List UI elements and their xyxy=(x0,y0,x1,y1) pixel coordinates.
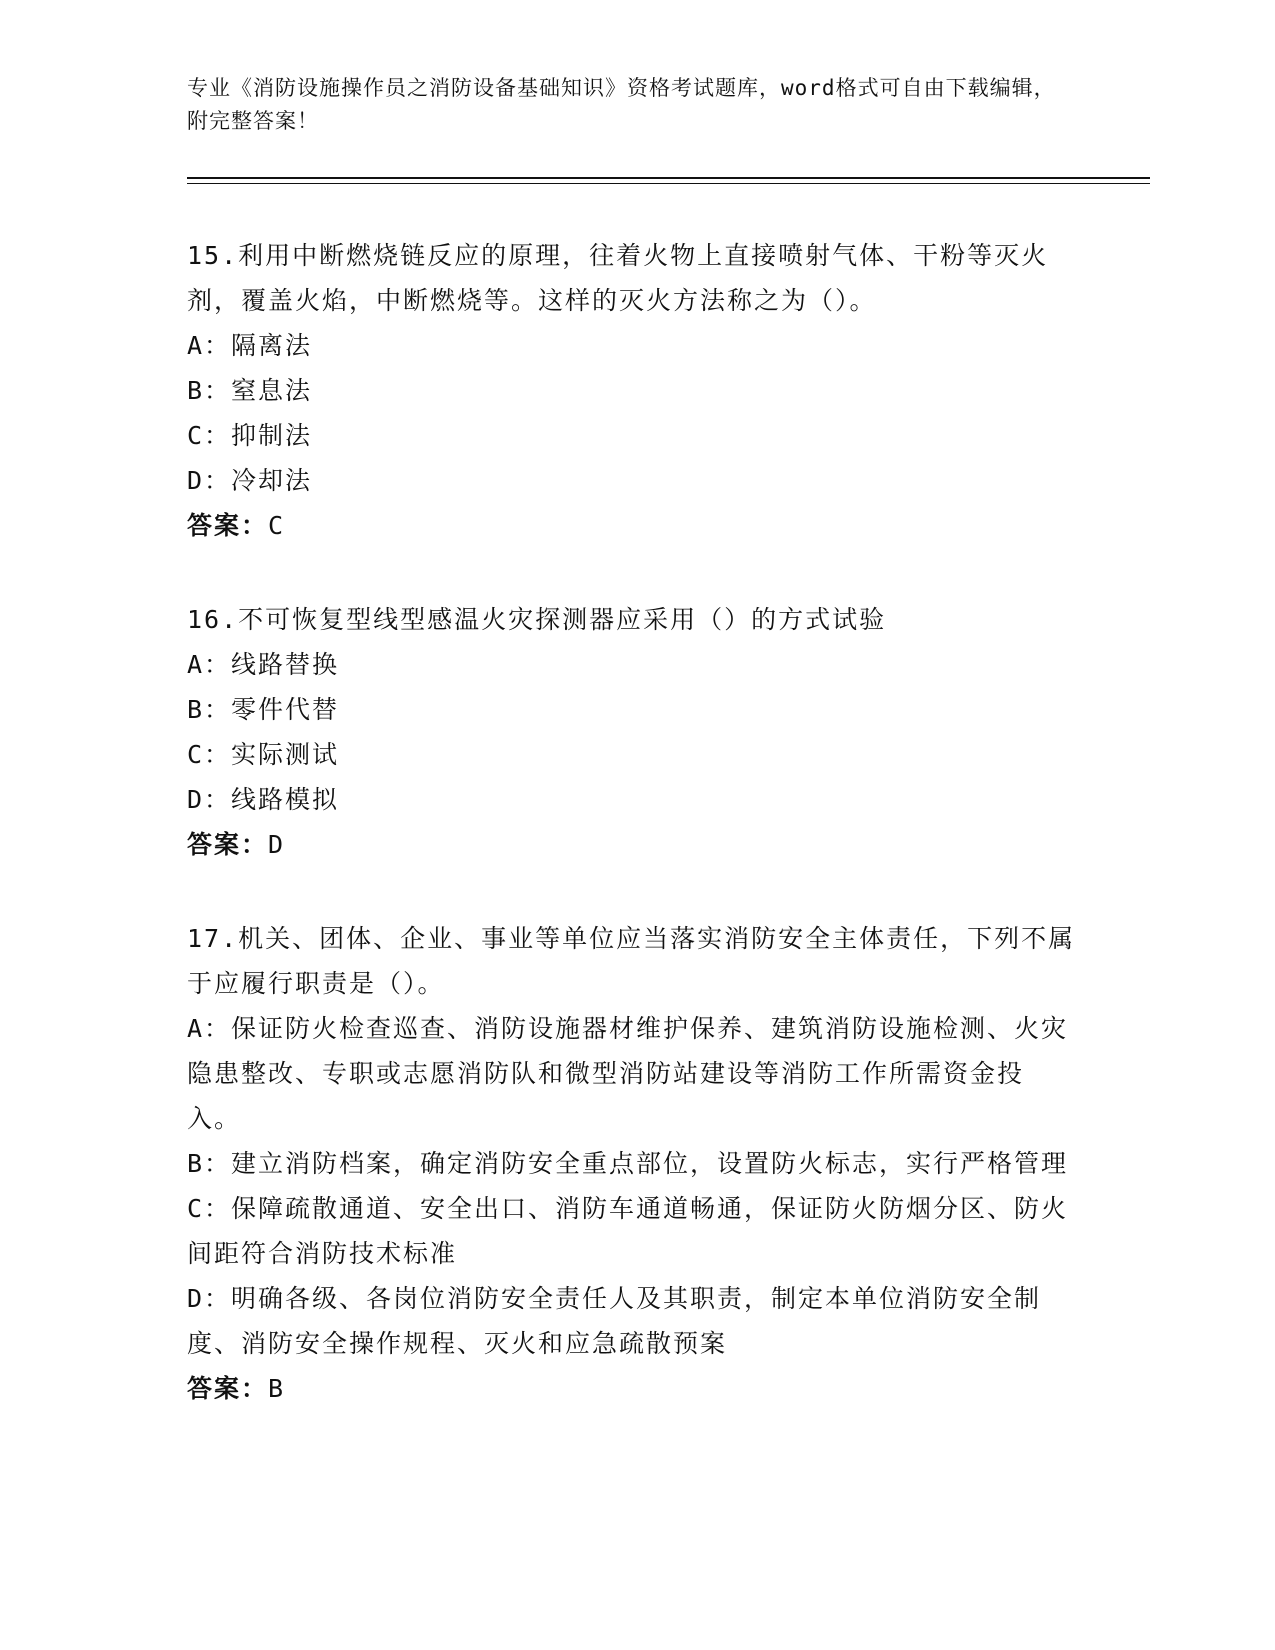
answer-label: 答案： xyxy=(187,830,269,859)
answer-value: B xyxy=(268,1374,286,1403)
answer-label: 答案： xyxy=(187,511,269,540)
question-16 xyxy=(187,597,1077,867)
answer-value: D xyxy=(268,830,286,859)
answer-line xyxy=(187,822,1077,867)
question-stem: 17.机关、团体、企业、事业等单位应当落实消防安全主体责任，下列不属于应履行职责是（）。 xyxy=(187,924,1076,998)
option-a: A：保证防火检查巡查、消防设施器材维护保养、建筑消防设施检测、火灾隐患整改、专职或志愿消防队和微型消防站建设等消防工作所需资金投入。 xyxy=(187,1014,1069,1133)
answer-line xyxy=(187,1366,1077,1411)
answer-value: C xyxy=(268,511,286,540)
option-b: B：建立消防档案，确定消防安全重点部位，设置防火标志，实行严格管理 xyxy=(187,1149,1069,1178)
question-15 xyxy=(187,233,1077,548)
option-c: C：保障疏散通道、安全出口、消防车通道畅通，保证防火防烟分区、防火间距符合消防技术标准 xyxy=(187,1194,1069,1268)
option-a: A：线路替换 xyxy=(187,650,340,679)
question-stem: 16.不可恢复型线型感温火灾探测器应采用（）的方式试验 xyxy=(187,605,887,634)
question-17 xyxy=(187,916,1077,1411)
answer-line xyxy=(187,503,1077,548)
option-c: C：抑制法 xyxy=(187,421,313,450)
option-d: D：冷却法 xyxy=(187,466,313,495)
option-c: C：实际测试 xyxy=(187,740,340,769)
document-header xyxy=(187,72,1067,138)
option-a: A：隔离法 xyxy=(187,331,313,360)
option-b: B：零件代替 xyxy=(187,695,340,724)
answer-label: 答案： xyxy=(187,1374,269,1403)
header-divider xyxy=(187,177,1150,179)
header-divider-thin xyxy=(187,183,1150,184)
question-stem: 15.利用中断燃烧链反应的原理，往着火物上直接喷射气体、干粉等灭火剂，覆盖火焰，中断燃烧等。这样的灭火方法称之为（）。 xyxy=(187,241,1049,315)
header-text: 专业《消防设施操作员之消防设备基础知识》资格考试题库，word格式可自由下载编辑，附完整答案！ xyxy=(187,76,1056,133)
option-d: D：明确各级、各岗位消防安全责任人及其职责，制定本单位消防安全制度、消防安全操作规程、灭火和应急疏散预案 xyxy=(187,1284,1042,1358)
option-d: D：线路模拟 xyxy=(187,785,340,814)
option-b: B：窒息法 xyxy=(187,376,313,405)
